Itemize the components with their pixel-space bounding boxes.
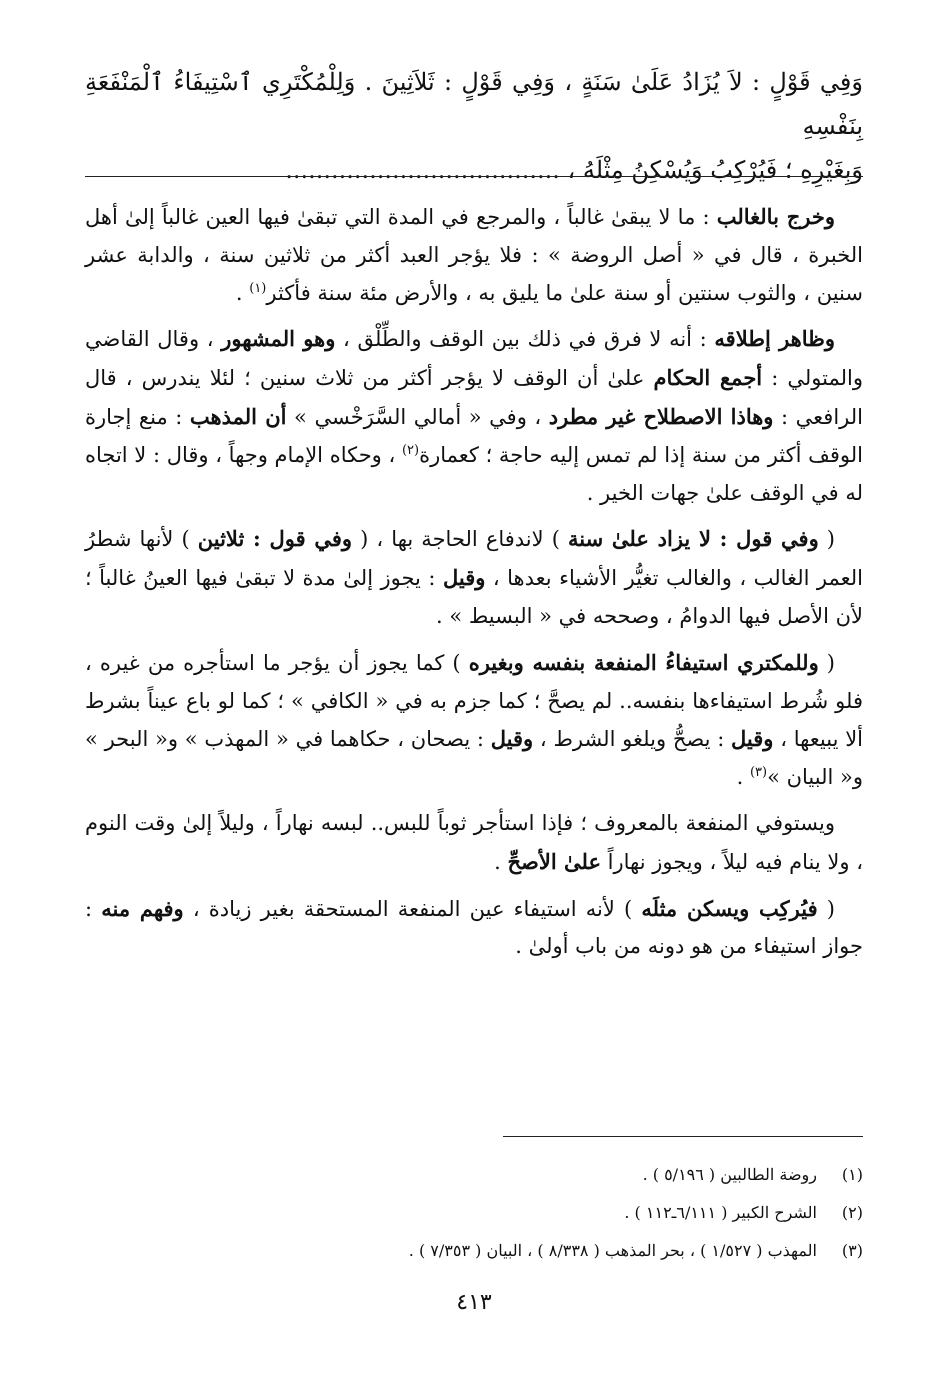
paragraph-2-lead: وظاهر إطلاقه [714,326,835,352]
paragraph-6-bold-2: وفهم منه [101,895,184,921]
page-number: ٤١٣ [456,1290,492,1315]
paragraph-3-bold-1: وفي قول : لا يزاد علىٰ سنة [568,526,819,552]
paragraph-4-text-2: ) كما يجوز أن يؤجر ما استأجره من غيره ، فلو شُرط استيفاءها بنفسه.. لم يصحَّ ؛ كما جزم به في « الكافي » ؛ كما لو باع عيناً بشرط ألا يبيعها ، [85,650,864,752]
footnote-1-text: روضة الطالبين ( ٥/١٩٦ ) . [642,1165,817,1184]
footnote-ref-3[interactable]: (٣) [749,765,768,781]
paragraph-3 [85,520,863,635]
footnote-ref-2[interactable]: (٢) [401,442,420,458]
paragraph-2-bold-1: وهو المشهور [221,326,336,352]
footnote-2 [85,1194,863,1232]
sharh-text [85,198,863,974]
matn-dots: .................................... [285,156,560,184]
paragraph-2-text-5: : منع إجارة الوقف أكثر من سنة إذا لم تمس إليه حاجة ؛ كعمارة [85,404,863,467]
paragraph-6-text-1: ( [817,896,835,921]
footnote-1-number: (١) [841,1165,863,1184]
paragraph-6 [85,890,863,967]
paragraph-1-tail: . [235,280,250,305]
paragraph-2-bold-3: وهاذا الاصطلاح غير مطرد [548,403,774,429]
paragraph-2-bold-2: أجمع الحكام [653,365,763,391]
matn-line-2-text: وَبِغَيْرِهِ ؛ فَيُرْكِبُ وَيُسْكِنُ مِثْلَهُ ، [567,156,863,184]
paragraph-3-text-2: ) لاندفاع الحاجة بها ، ( [352,527,569,552]
paragraph-2-text-6: ، وحكاه الإمام وجهاً ، وقال : لا اتجاه له في الوقف علىٰ جهات الخير . [85,442,863,505]
paragraph-5-text-1: ويستوفي المنفعة بالمعروف ؛ فإذا استأجر ثوباً للبس.. لبسه نهاراً ، وليلاً إلىٰ وقت النوم ، ولا ينام فيه ليلاً ، ويجوز نهاراً [85,810,863,874]
paragraph-5-bold-1: علىٰ الأصحِّ [507,848,601,874]
paragraph-3-bold-2: وفي قول : ثلاثين [197,526,353,552]
footnote-ref-1[interactable]: (١) [249,280,267,296]
footnote-3 [85,1232,863,1270]
footnote-2-text: الشرح الكبير ( ٦/١١١ـ١١٢ ) . [624,1203,817,1222]
paragraph-1 [85,198,863,312]
paragraph-1-lead: وخرج بالغالب [716,204,835,229]
footnote-3-text: المهذب ( ١/٥٢٧ ) ، بحر المذهب ( ٨/٣٣٨ ) ، البيان ( ٧/٣٥٣ ) . [408,1241,817,1260]
paragraph-2-text-1: : أنه لا فرق في ذلك بين الوقف والطِّلْق ، [335,327,715,352]
paragraph-4-text-4: : يصحان ، حكاهما في « المهذب » و« البحر » و« البيان » [85,727,863,790]
footnote-1 [85,1156,863,1194]
paragraph-2-text-2: ، وقال القاضي والمتولي : [85,327,864,391]
matn-line-2 [85,148,863,192]
paragraph-4-bold-1: وللمكتري استيفاءُ المنفعة بنفسه وبغيره [468,649,819,675]
paragraph-6-text-3: : جواز استيفاء من هو دونه من باب أولىٰ . [85,896,863,959]
paragraph-5 [85,805,863,882]
paragraph-3-text-4: : يجوز إلىٰ مدة لا تبقىٰ فيها العينُ غالباً ؛ لأن الأصل فيها الدوامُ ، وصححه في « البسيط » . [85,566,863,628]
paragraph-2 [85,320,863,512]
matn-divider [85,176,863,177]
paragraph-4-bold-2: وقيل [731,726,774,752]
footnote-divider [503,1136,863,1137]
paragraph-2-bold-4: أن المذهب [189,403,287,429]
footnote-2-number: (٢) [841,1203,863,1222]
matn-line-1: وَفِي قَوْلٍ : لاَ يُزَادُ عَلَىٰ سَنَةٍ ، وَفِي قَوْلٍ : ثَلاَثِينَ . وَلِلْمُكْتَرِي ٱسْتِيفَاءُ ٱلْمَنْفَعَةِ بِنَفْسِهِ [85,68,863,140]
paragraph-5-text-2: . [494,849,508,874]
paragraph-4-text-1: ( [818,650,836,675]
paragraph-6-bold-1: فيُركِب ويسكن مثلَه [641,895,818,921]
paragraph-2-text-3: علىٰ أن الوقف لا يؤجر أكثر من ثلاث سنين ؛ لئلا يندرس ، قال الرافعي : [85,366,863,429]
paragraph-2-text-4: ، وفي « أمالي السَّرَخْسي » [286,404,549,429]
paragraph-6-text-2: ) لأنه استيفاء عين المنفعة المستحقة بغير زيادة ، [183,896,642,921]
paragraph-3-bold-3: وقيل [442,565,486,591]
paragraph-4 [85,644,863,797]
paragraph-1-text: : ما لا يبقىٰ غالباً ، والمرجع في المدة التي تبقىٰ فيها العين غالباً إلىٰ أهل الخبرة ، قال في « أصل الروضة » : فلا يؤجر العبد أكثر من ثلاثين سنة ، والدابة عشر سنين ، والثوب سنتين أو سنة علىٰ ما يليق به ، والأرض مئة سنة فأكثر [85,205,863,305]
paragraph-4-text-5: . [736,765,750,790]
footnote-3-number: (٣) [841,1241,863,1260]
paragraph-4-text-3: : يصحُّ ويلغو الشرط ، [533,727,732,752]
matn-text [85,60,863,192]
footnotes [85,1156,863,1270]
paragraph-3-text-1: ( [818,527,835,552]
paragraph-3-text-3: ) لأنها شطرُ العمر الغالب ، والغالب تغيُّر الأشياء بعدها ، [85,527,864,591]
paragraph-4-bold-3: وقيل [490,726,534,752]
